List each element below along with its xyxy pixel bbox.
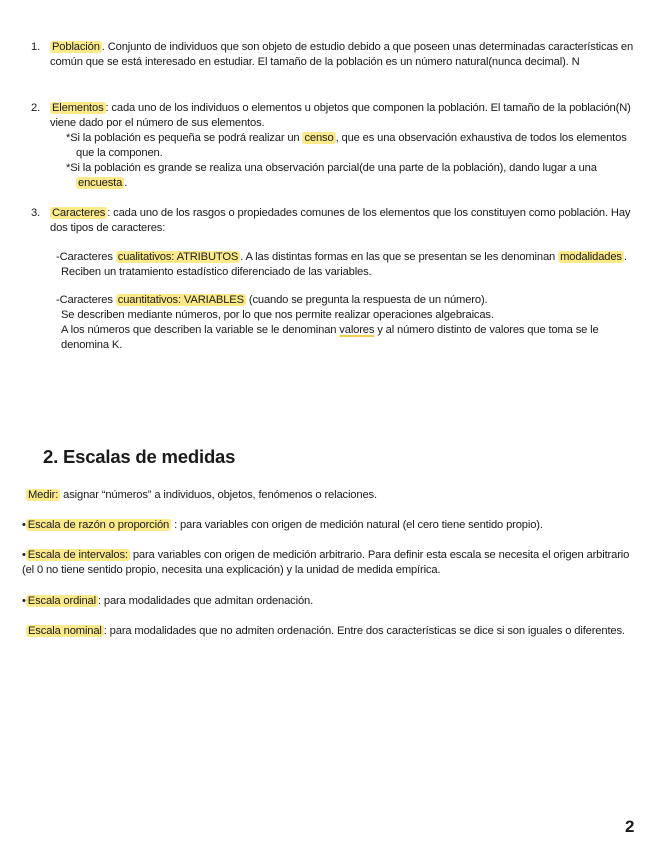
scale-term-highlight: Escala ordinal (27, 595, 96, 607)
list-item-caracteres (31, 206, 641, 353)
bullet: • (22, 519, 26, 531)
term-highlight: Población (52, 41, 100, 53)
item-text: : cada uno de los individuos o elementos u objetos que componen la población. El tamaño de la población(N) viene dado por el número de sus elementos. (50, 102, 631, 129)
modalidades-highlight: modalidades (560, 251, 622, 263)
qualitative-line-2: Reciben un tratamiento estadístico diferenciado de las variables. (61, 266, 372, 278)
medir-definition: Medir: asignar “números” a individuos, objetos, fenómenos o relaciones. (28, 489, 377, 501)
scale-term-highlight: Escala de intervalos: (27, 549, 128, 561)
item-text: : cada uno de los rasgos o propiedades comunes de los elementos que los constituyen como población. Hay dos tipos de caracteres: (50, 207, 631, 234)
section-heading: 2. Escalas de medidas (43, 446, 236, 467)
term-highlight: Elementos (52, 102, 104, 114)
censo-highlight: censo (304, 132, 334, 144)
scale-ordinal: • Escala ordinal : para modalidades que admitan ordenación. (22, 595, 314, 607)
medir-highlight: Medir: (28, 489, 59, 501)
quantitative-block (31, 293, 641, 353)
scale-intervalos: • Escala de intervalos: para variables con origen de medición arbitrario. Para definir esta escala se necesita el origen arbitrario (el 0 no tiene sentido propio, necesita una explicación) y la unidad de medida empírica. (22, 549, 630, 576)
valores-underline: valores (339, 324, 375, 336)
item-number: 3. (31, 207, 41, 219)
quantitative-line: -Caracteres cuantitativos: VARIABLES (cuando se pregunta la respuesta de un número). (56, 294, 488, 306)
list-item-poblacion (31, 40, 641, 70)
scale-term-highlight: Escala nominal (28, 625, 102, 637)
scale-razon: • Escala de razón o proporción : para variables con origen de medición natural (el cero tiene sentido propio). (22, 519, 543, 531)
quantitative-line-3: A los números que describen la variable se le denominan valores y al número distinto de valores que toma se le denomina K. (61, 324, 599, 351)
item-number: 1. (31, 41, 41, 53)
qualitative-block (31, 250, 641, 280)
quantitative-highlight: cuantitativos: VARIABLES (117, 294, 244, 306)
encuesta-highlight: encuesta (78, 177, 123, 189)
list-item-elementos (31, 101, 641, 191)
scale-nominal: Escala nominal : para modalidades que no admiten ordenación. Entre dos características se dice si son iguales o diferentes. (28, 625, 625, 637)
page-number: 2 (625, 817, 635, 836)
term-highlight: Caracteres (52, 207, 106, 219)
quantitative-line-2: Se describen mediante números, por lo que nos permite realizar operaciones algebraicas. (61, 309, 494, 321)
item-number: 2. (31, 102, 41, 114)
bullet: • (22, 595, 26, 607)
item-body (50, 206, 641, 236)
qualitative-highlight: cualitativos: ATRIBUTOS (117, 251, 239, 263)
scale-term-highlight: Escala de razón o proporción (27, 519, 170, 531)
qualitative-line: -Caracteres cualitativos: ATRIBUTOS . A las distintas formas en las que se presentan se les denominan modalidades . (56, 251, 627, 263)
item-body (50, 101, 641, 131)
censo-note: *Si la población es pequeña se podrá realizar un censo , que es una observación exhaustiva de todos los elementos que la componen. (66, 132, 627, 159)
bullet: • (22, 549, 26, 561)
encuesta-note: *Si la población es grande se realiza una observación parcial(de una parte de la población), dando lugar a una encuesta . (66, 162, 597, 189)
item-text: . Conjunto de individuos que son objeto de estudio debido a que poseen unas determinadas características en común que se está interesado en estudiar. El tamaño de la población es un número natural(nunca decimal). N (50, 41, 634, 68)
item-body (50, 40, 641, 70)
